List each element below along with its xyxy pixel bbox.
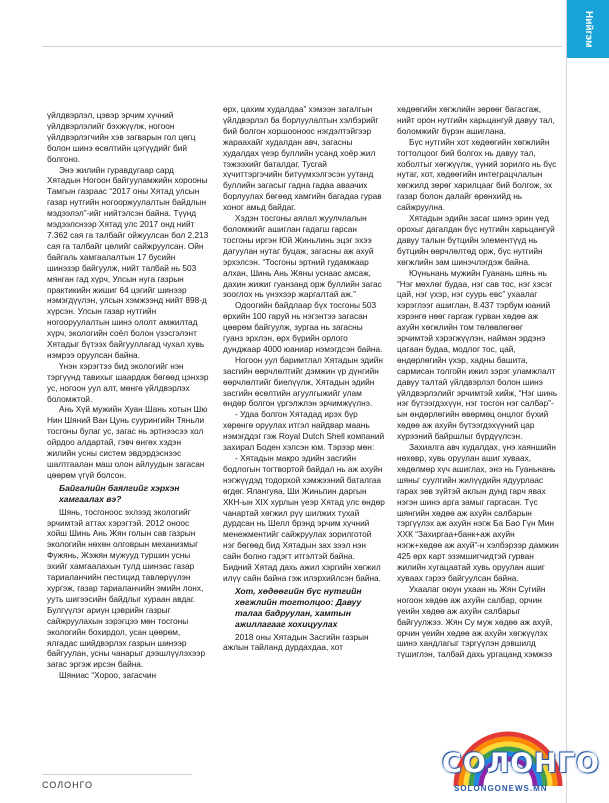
paragraph: Ногоон уул баримтлал Хятадын эдийн засгийн өөрчлөлтийг дэмжин үр дүнгийн өөрчлөлтийг биелүүлж, Хятадын эдийн засгийн өсөлтийн агуулгыжийг улам өндөр болгон үргэлжлэн эрчимжүүлнэ. (223, 354, 383, 409)
paragraph: 2018 оны Хятадын Засгийн газрын ажлын тайланд дурдахдаа, хот (223, 631, 369, 653)
paragraph: Ухаалаг оюун ухаан нь Жян Сугийн ногоон хөдөө аж ахуйн салбар, орчин үеийн хөдөө аж ахуйн салбарыг байгуулжээ. Жян Су муж хөдөө аж ахуй, орчин үеийн хөдөө аж ахуйн хөгжүүлэх шинэ хандлагыг тэргүүлэн дэвшилд түшиглэн, талбай дахь ургацанд хэмжээ (397, 583, 553, 660)
article-column-3 (397, 104, 559, 660)
paragraph: Захиалга авч худалдах, үнэ хаяншийн нөхөвр, хувь оруулан ашиг хуваах, хөдөлмөр хүч ашиглах, энэ нь Гуаньнань шяньг суулгийн жилүүдийн ядуурлаас гарах зөв зүйтэй аклын дунд гарч явах нэгэн шинэ арга замыг гаргасан. Түс шянгийн хөдөө аж ахуйн салбарын тэргүүлэх аж ахуйн нэгж Ба Бао Гүн Мин ХХК “Захиргаа+банк+аж ахуйн нэгж+хөдөө аж ахуй”-н хэлбэрээр дамжин 425 өрх карт эзэмшигчидтэй гурван жилийн хугацаатай хувь оруулан ашиг хуваах гэрээ байгуулсан байна. (397, 442, 559, 583)
paragraph: Энэ жилийн гуравдугаар сард Хятадын Ногоон байгууламжийн хорооны Тамгын газраас “2017 оны Хятад улсын газар нутгийн ногооржуулалтын байдлын мэдээлэл”-ийг нийтэлсэн байна. Түүнд мэдээлснээр Хятад улс 2017 онд нийт 7.362 сая га талбайг ойжуулсан бол 2.213 сая га талбайг цөлийг сайжруулсан. Ойн байгаль хамгаалалтын 17 бусийн шинэзэр байгуулж, нийт талбай нь 503 мянган гад хүрч, Улсын нуга газрын практикийн жишиг 64 цэгийг шинээр нэмэгдүүлэн, улсын хэмжээнд нийт 898-д хүрсэн. Улсын газар нутгийн ногооруулалтын шинэ ололт амжилтад хүрч, экологийн соёл болон үзэсгэлэнт Хятадыг бүтээх байгууллагад чухал хувь нэмрээ оруулсан байна. (47, 164, 209, 360)
paragraph: Шяниас “Хороо, загасчин (59, 670, 157, 681)
paragraph: - Хятадын макро эдийн засгийн бодлогын тогтвортой байдал нь аж ахуйн нэгжүүдэд тодорхой хэмжээний баталгаа өгдөг. Ялангуяа, Ши Жиньпин даргын ХКН-ын XIX хурлын үеэр Хятад улс өндөр чанартай хөгжил рүү шилжих тухай дурдсан нь Шелл брэнд эрчим хүчний менежментийг сайжруулах зорилготой нэг бөгөөд бид Хятадын зах зээл нэн сайн болно гэдэгт итгэлтэй байна. Бидний Хятад дахь ажил хэргийн хөгжил илүү сайн байна гэж илэрхийлсэн байна. (223, 453, 385, 583)
section-heading: Хот, хөдөөгийн бүс нутгийн хөгжлийн тогтолцоо: Давуу талаа бадруулан, хамтын ажиллагааг хохицуулах (235, 585, 362, 629)
paragraph: хөдөөгийн хөгжлийн зөрөөг багасгаж, нийт орон нутгийн харьцангуй давуу тал, боломжийг бүрэн ашиглана. (397, 104, 555, 136)
paragraph: үйлдвэрлэл, цэвэр эрчим хүчний үйлдвэрлэлийг бэхжүүлж, ногоон үйлдвэрлэгчийн хэв загварын гол цөгц болон шинэ өсөлтийн цэгүүдийг бий болгоно. (47, 110, 196, 164)
section-label: Нийгэм (583, 10, 594, 48)
section-sidebar (566, 0, 609, 803)
section-tab (567, 0, 609, 58)
article-column-1 (47, 110, 209, 681)
solongo-logo (428, 726, 600, 798)
paragraph: Ань Хүй мужийн Хуан Шань хотын Шю Нин Шяний Ван Цунь суурингийн Тяньли тосгоны булаг ус, загас нь эртнээсээ хол ойрдоо алдартай, гэвч өнгөх хэдэн жилийн усны систем эвдэрдэснээс шалтгаалан маш олон айлуудын загасан цөөрөм үгүй болсон. (47, 404, 208, 480)
paragraph: Хятадын эдийн засаг шинэ эрин үед орохыг дагалдан бүс нутгийн харьцангуй давуу талын бүтцийн элементүүд нь бүтцийн өөрчлөлтөд орж, бүс нутгийн хөгжлийн зам шинэчлэгдэж байна. (397, 213, 555, 267)
logo-name: СОЛОНГО (442, 748, 600, 779)
paragraph: Шянь, тосгоноос эхлээд экологийг эрчимтэй аттах хэрэгтэй. 2012 оноос хойш Шинь Ань Жян голын сав газрын экологийн нөхөн олговрын механизмыг Фужянь, Жэжян мужууд туршин усны эхийг хамгаалахын тулд шинэас газар тариаланчийн пестицид тавлөрүүлэн хургэж, газар тариаланчийн эмийн лонх, ууть шигээсийн байдлыг хураан авдаг. Булгүүлэг ариун цэврийн газрыг сайжруулахын зэрэгцээ мөн тосгоны экологийн бохирдол, усан цөөрөм, ялгадас шийдвэрлэх газрын шинээр байгуулан, усны чанарыг дээшлүүлэхээр загас эргэж ирсэн байна. (47, 506, 206, 670)
paragraph: Одоогийн байдлаар бүх тосгоны 503 өрхийн 100 гаруй нь нэгэнтээ загасан цөөрөм байгуулж, зургаа нь загасны гуанз эрхлэн, өрх бүрийн орлого дунджаар 4000 юаниар нэмэгдсэн байна. (223, 300, 383, 354)
magazine-footer-name: СОЛОНГО (42, 780, 93, 790)
paragraph: Хэдэн тосгоны аялал жуулчлалын боломжийг ашиглан гадагш гарсан тосгоны иргэн Юй Жиньлинь эцэг эхээ дагуулан нутаг буцаж, загасны аж ахуй эрхэлсэн. “Тосгоны эртний гудамжаар алхан, Шинь Ань Жяны уснаас амсаж, дахин жижиг гуанзанд орж буллийн загас зооглох нь үнэхээр жаргалтай аж.” (223, 213, 382, 300)
paragraph: Юүньнань мужийн Гуанань шянь нь “Нэг мөхлөг будаа, нэг сав тос, нэг хэсэг цай, нэг үхэр, нэг суурь евс” ухаалаг хэрэглээг ашиглан, 8.437 тэрбум юаний хэрэнгө нөөг гаргаж гурван хөдөө аж ахуйн хөгжлийн том төлөвлөгөөг эрчимтэй хэрэгжүүлэн, найман эрдэнэ цагаан будаа, модлог тос, цай, өндөрлөгийн үхэр, хадны башита, сармисан толгойн ижил зэрэг уламжлалт давуу талтай үйлдвэрлэл болон шинэ үйлдвэрлэлийг эрчимтэй хийж, “Нэг шинь нэг бүтээгдэхүүн, нэг тосгон нэг салбар”-ын өндөрлөгийн өвөрмөц онцлог бүхий хөдөө аж ахуйн бүтээгдэхүүний цар хүрээний байршлыг бүрдүүлсэн. (397, 267, 558, 442)
top-divider (42, 46, 562, 47)
logo-url: SOLONGONEWS.MN (454, 784, 548, 793)
article-column-2 (223, 104, 385, 653)
paragraph: өрх, цахим худалдаа” хэмээн загалгын үйлдвэрлэл ба борлуулалтын хэлбэрийг бий болгон хоршооноос нэгдэлтэйгээр жараахайг худалдан авч, загасны худалдах үеэр буллийн усанд хоёр жил тэжээхийг баталдаг. Тусгай хүчиттэргэчийн битүүмхэлгэсэн уутанд буллийн загасыг гадна гадаа аваачих борлуулах бөгөөд хамгийн багадаа гурав хоног амьд байдаг. (223, 104, 382, 213)
paragraph: Үнэн хэрэгтээ бид экологийг нэн тэргүүнд тавихыг шаардаж бөгөөд цэнхэр ус, ногоон уул алт, мөнгө үйлдвэрлэх боломжтой. (47, 360, 209, 404)
section-heading: Байгалийн баялгийг хэрхэн хамгаалах вэ? (59, 482, 180, 504)
footer-divider (42, 774, 192, 775)
paragraph: Бүс нутгийн хот хөдөөгийн хөгжлийн тогтолцоог бий болгох нь давуу тал, хоболтыг хөгжүүлж, үүний зорилго нь бүс нутаг, хот, хөдөөгийн интеграцчлалын хөгжилд зөрөг харилцааг бий болгож, эх газар болон далайг өрөнхийд нь сайжруулна. (397, 136, 557, 213)
paragraph: - Удаа болгон Хятадад ирэх бүр хөрөнгө оруулах итгэл найдвар маань нэмэгддэг гэж Royal Dutch Shell компаний захирал Боден хэлсэн юм. Тэрээр мөн: (223, 409, 385, 453)
